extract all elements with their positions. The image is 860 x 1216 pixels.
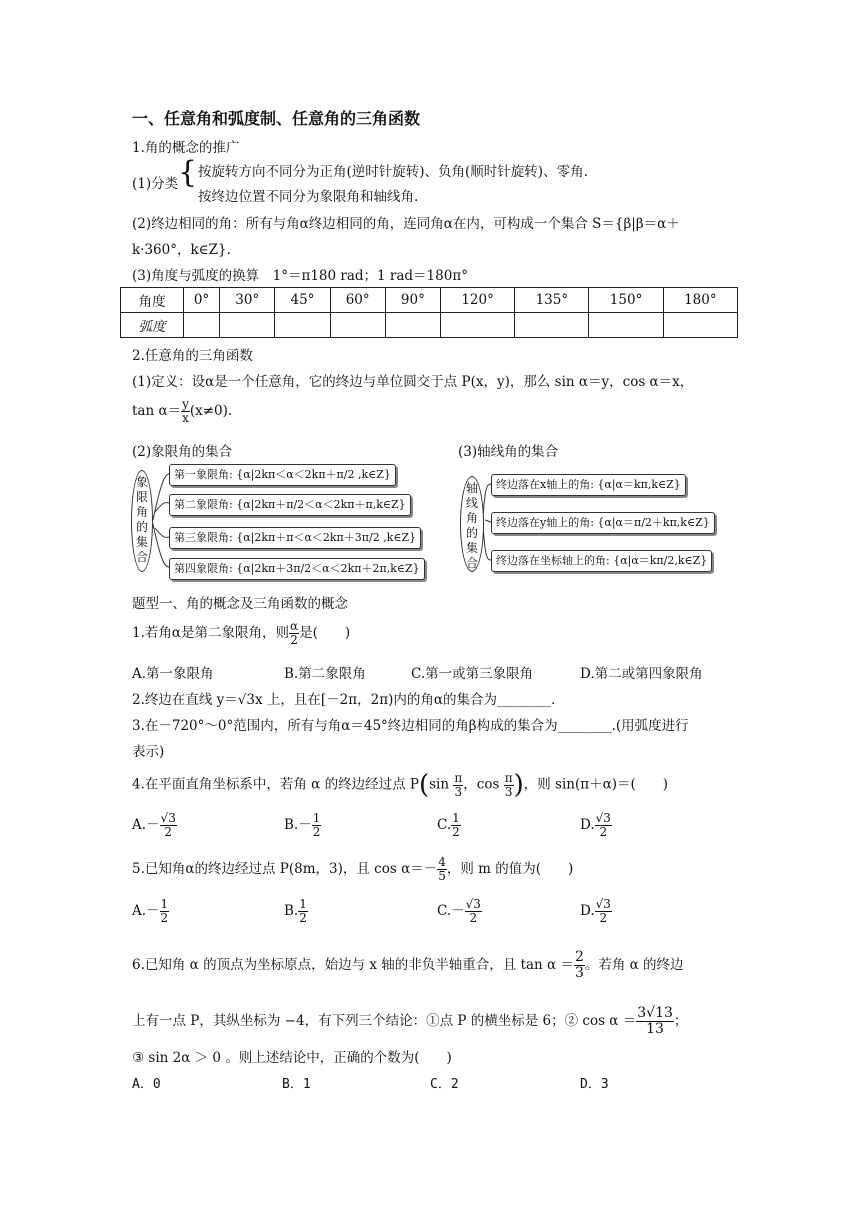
q4-stem-pre: 4.在平面直角坐标系中，若角 α 的终边经过点 P — [132, 776, 419, 793]
option-fraction — [465, 898, 482, 925]
option-fraction — [298, 898, 308, 925]
option-fraction — [595, 812, 612, 839]
question-3-line-1: 3.在－720°～0°范围内，所有与角α＝45°终边相同的角β构成的集合为________.(用弧度进行 — [132, 718, 689, 734]
q6-line2-post: ； — [673, 1013, 688, 1029]
degree-cell: 0° — [184, 288, 220, 313]
q6-option-b: B．1 — [282, 1077, 311, 1092]
option-fraction — [451, 812, 461, 839]
quadrant-box-4: 第四象限角: {α|2kπ＋3π/2＜α＜2kπ＋2π,k∈Z} — [169, 558, 425, 580]
radian-cell — [330, 313, 385, 338]
quadrant-box-3: 第三象限角: {α|2kπ＋π＜α＜2kπ＋3π/2 ,k∈Z} — [169, 527, 421, 549]
q6-option-a: A．0 — [132, 1077, 161, 1092]
four-fifths-fraction — [437, 856, 447, 883]
radian-cell — [275, 313, 330, 338]
frac-num: π — [454, 770, 463, 785]
coterminal-line-1: (2)终边相同的角：所有与角α终边相同的角，连同角α在内，可构成一个集合 S＝{β|β＝α＋ — [132, 216, 680, 232]
pi-over-3-fraction — [504, 772, 514, 799]
question-6-line-1 — [132, 950, 684, 981]
q1-option-a: A.第一象限角 — [132, 666, 214, 682]
quadrant-title: (2)象限角的集合 — [132, 444, 233, 460]
s1-title: 1.角的概念的推广 — [132, 140, 240, 156]
question-5 — [132, 856, 573, 883]
definition-line-1: (1)定义：设α是一个任意角，它的终边与单位圆交于点 P(x，y)，那么 sin α＝y，cos α＝x， — [132, 374, 694, 390]
radian-cell — [385, 313, 440, 338]
q4-stem-post: ，则 sin(π＋α)＝( ) — [523, 776, 669, 793]
quadrant-center-oval: 象限角的集合 — [131, 470, 153, 572]
q6-line1-pre: 6.已知角 α 的顶点为坐标原点，始边与 x 轴的非负半轴重合，且 tan α ＝ — [132, 957, 574, 973]
row-label-radians: 弧度 — [121, 313, 184, 338]
degree-cell: 90° — [385, 288, 440, 313]
q4-option-b — [284, 812, 321, 839]
frac-num: 1 — [452, 811, 460, 825]
classify-b: 按终边位置不同分为象限角和轴线角. — [198, 189, 419, 205]
cos-value-fraction — [636, 1006, 674, 1037]
frac-num: 3√13 — [637, 1005, 673, 1021]
radian-cell — [440, 313, 514, 338]
axis-box-1: 终边落在x轴上的角: {α|α＝kπ,k∈Z} — [491, 474, 686, 496]
q5-option-d — [580, 898, 612, 925]
frac-den: 2 — [469, 911, 478, 925]
degree-cell: 150° — [589, 288, 663, 313]
frac-num: √3 — [595, 897, 611, 911]
degree-cell: 120° — [440, 288, 514, 313]
option-prefix: A.－ — [132, 817, 160, 833]
frac-num: √3 — [160, 811, 176, 825]
classify-brace: { — [178, 155, 198, 190]
q5-option-a — [132, 898, 169, 925]
frac-den: 2 — [160, 911, 169, 925]
frac-den: 2 — [164, 825, 172, 839]
pi-over-3-fraction — [453, 772, 463, 799]
question-2: 2.终边在直线 y＝√3x 上，且在[－2π，2π)内的角α的集合为________. — [132, 692, 556, 708]
axis-box-3: 终边落在坐标轴上的角: {α|α＝kπ/2,k∈Z} — [491, 550, 712, 572]
radian-cell — [663, 313, 737, 338]
option-fraction — [312, 812, 322, 839]
question-6-line-3: ③ sin 2α ＞ 0 。则上述结论中，正确的个数为( ) — [132, 1050, 452, 1066]
degree-cell: 60° — [330, 288, 385, 313]
q1-option-d: D.第二或第四象限角 — [580, 666, 703, 682]
frac-den: 3 — [574, 965, 584, 981]
axis-center-oval: 轴线角的集合 — [460, 476, 484, 572]
frac-num: √3 — [595, 811, 611, 825]
q1-stem-pre: 1.若角α是第二象限角，则 — [132, 625, 289, 641]
q6-line1-post: 。若角 α 的终边 — [584, 957, 684, 973]
option-prefix: D. — [580, 903, 595, 919]
tan-suffix: (x≠0). — [189, 403, 233, 419]
q1-option-b: B.第二象限角 — [284, 666, 366, 682]
definition-line-2 — [132, 398, 232, 425]
frac-num: √3 — [465, 897, 481, 911]
tan-prefix: tan α＝ — [132, 403, 182, 419]
two-thirds-fraction — [574, 950, 585, 981]
table-row-radians — [121, 313, 738, 338]
frac-den: 2 — [312, 825, 321, 839]
q5-stem-pre: 5.已知角α的终边经过点 P(8m，3)，且 cos α＝－ — [132, 861, 438, 877]
classify-a: 按旋转方向不同分为正角(逆时针旋转)、负角(顺时针旋转)、零角. — [198, 164, 588, 180]
frac-num: 1 — [160, 897, 169, 911]
frac-den: 5 — [438, 869, 446, 883]
alpha-half-fraction — [289, 620, 299, 647]
question-4: 4.在平面直角坐标系中，若角 α 的终边经过点 P(sin $\frac{\pi}{3}$ ，cos $\frac{\pi}{3}$ )，则 sin(π＋α)＝( ) — [132, 770, 669, 800]
coterminal-line-2: k·360°，k∈Z}. — [132, 242, 231, 258]
q4-option-d — [580, 812, 612, 839]
y-over-x-fraction — [181, 398, 190, 425]
option-fraction — [595, 898, 612, 925]
q5-option-c — [437, 898, 482, 925]
degree-cell: 30° — [220, 288, 275, 313]
question-1 — [132, 620, 350, 647]
quadrant-box-2: 第二象限角: {α|2kπ＋π/2＜α＜2kπ＋π,k∈Z} — [169, 494, 411, 516]
q6-line2-pre: 上有一点 P，其纵坐标为 −4，有下列三个结论：①点 P 的横坐标是 6；② cos α ＝ — [132, 1013, 637, 1029]
q4-option-c — [437, 812, 461, 839]
table-row-degrees — [121, 288, 738, 313]
frac-den: 2 — [599, 825, 608, 839]
radian-cell — [220, 313, 275, 338]
radian-cell — [515, 313, 589, 338]
frac-den: 2 — [299, 911, 307, 925]
frac-den: 2 — [290, 633, 298, 647]
option-prefix: B. — [284, 903, 299, 919]
frac-den: 2 — [452, 825, 460, 839]
q4-sin-label: sin — [429, 776, 450, 793]
classify-label: (1)分类 — [132, 176, 179, 192]
frac-num: y — [182, 397, 189, 411]
degree-cell: 135° — [515, 288, 589, 313]
frac-den: x — [182, 411, 189, 425]
radian-cell — [589, 313, 663, 338]
q1-option-c: C.第一或第三象限角 — [411, 666, 534, 682]
quadrant-box-1: 第一象限角: {α|2kπ＜α＜2kπ＋π/2 ,k∈Z} — [169, 464, 396, 486]
s2-title: 2.任意角的三角函数 — [132, 348, 253, 364]
degree-cell: 45° — [275, 288, 330, 313]
frac-den: 13 — [646, 1021, 664, 1037]
row-label-degrees: 角度 — [121, 288, 184, 313]
practice-title: 题型一、角的概念及三角函数的概念 — [132, 596, 348, 612]
section-title: 一、任意角和弧度制、任意角的三角函数 — [132, 109, 421, 128]
q4-option-a — [132, 812, 177, 839]
option-prefix: C.－ — [437, 903, 465, 919]
right-paren: ) — [513, 770, 524, 800]
frac-den: 3 — [504, 784, 513, 799]
frac-den: 3 — [454, 784, 463, 799]
option-prefix: C. — [437, 817, 452, 833]
q4-cos-label: cos — [476, 776, 500, 793]
q5-stem-post: ，则 m 的值为( ) — [446, 861, 574, 877]
option-prefix: D. — [580, 817, 595, 833]
frac-num: π — [504, 770, 513, 785]
q1-stem-post: 是( ) — [299, 625, 351, 641]
frac-num: 2 — [574, 949, 584, 965]
question-3-line-2: 表示) — [132, 744, 165, 760]
left-paren: ( — [418, 770, 430, 800]
frac-num: 1 — [312, 811, 321, 825]
radian-cell — [184, 313, 220, 338]
axis-title: (3)轴线角的集合 — [458, 444, 559, 460]
q6-option-d: D．3 — [580, 1077, 609, 1092]
question-6-line-2 — [132, 1006, 687, 1037]
frac-den: 2 — [599, 911, 608, 925]
axis-box-2: 终边落在y轴上的角: {α|α＝π/2＋kπ,k∈Z} — [491, 512, 715, 534]
frac-num: 4 — [438, 855, 446, 869]
option-prefix: B.－ — [284, 817, 312, 833]
option-prefix: A.－ — [132, 903, 160, 919]
q6-option-c: C．2 — [430, 1077, 459, 1092]
conversion-table — [120, 287, 738, 338]
frac-num: α — [290, 619, 299, 633]
option-fraction — [160, 812, 177, 839]
option-fraction — [160, 898, 170, 925]
degree-cell: 180° — [663, 288, 737, 313]
q5-option-b — [284, 898, 308, 925]
frac-num: 1 — [299, 897, 307, 911]
conversion-rule: (3)角度与弧度的换算 1°＝π180 rad；1 rad＝180π° — [132, 268, 468, 284]
